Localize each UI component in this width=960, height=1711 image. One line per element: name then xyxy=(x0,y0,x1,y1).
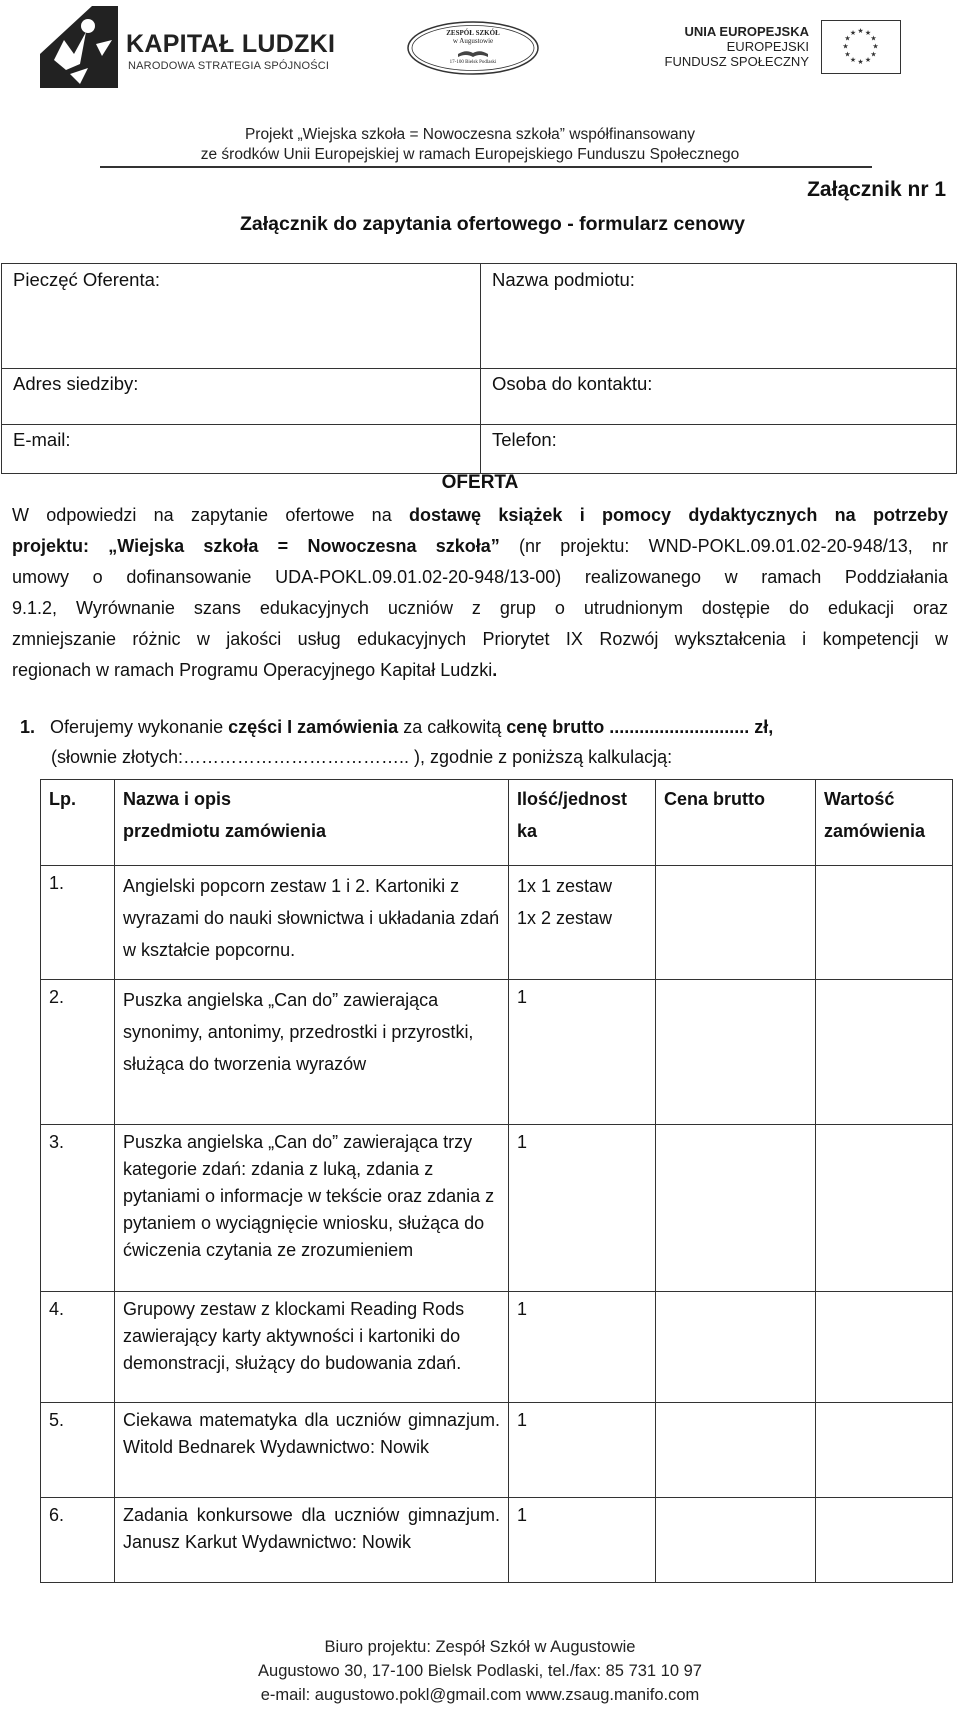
price-table xyxy=(40,779,953,1583)
header-divider xyxy=(100,166,872,168)
bidder-info-table xyxy=(1,263,957,474)
school-seal xyxy=(406,20,540,76)
svg-text:★: ★ xyxy=(872,42,879,51)
footer-line-2: Augustowo 30, 17-100 Bielsk Podlaski, tel./fax: 85 731 10 97 xyxy=(258,1662,702,1680)
eu-line-1: UNIA EUROPEJSKA xyxy=(684,24,809,39)
eu-logo xyxy=(664,20,901,80)
svg-text:★: ★ xyxy=(844,50,851,59)
table-header-row xyxy=(41,780,953,866)
kapital-ludzki-subtitle: NARODOWA STRATEGIA SPÓJNOŚCI xyxy=(128,60,330,72)
svg-text:★: ★ xyxy=(857,58,864,66)
header-qty: Ilość/jednost ka xyxy=(509,780,656,866)
eu-line-3: FUNDUSZ SPOŁECZNY xyxy=(664,54,809,69)
table-row: 1. Angielski popcorn zestaw 1 i 2. Kartoniki z wyrazami do nauki słownictwa i układania zdań w kształcie popcornu. 1x 1 zestaw 1x 2 zestaw xyxy=(41,866,953,980)
eu-flag-icon xyxy=(821,20,901,74)
seal-line-2: w Augustowie xyxy=(452,37,494,45)
svg-text:★: ★ xyxy=(849,29,857,37)
address-label: Adres siedziby: xyxy=(13,373,139,394)
table-row: 6. Zadania konkursowe dla uczniów gimnazjum. Janusz Karkut Wydawnictwo: Nowik 1 xyxy=(41,1498,953,1583)
seal-line-3: 17-100 Bielsk Podlaski xyxy=(449,60,497,65)
contact-person-label: Osoba do kontaktu: xyxy=(492,373,653,394)
footer-line-3: e-mail: augustowo.pokl@gmail.com www.zsaug.manifo.com xyxy=(260,1686,700,1704)
table-row: 4. Grupowy zestaw z klockami Reading Rods zawierający karty aktywności i kartoniki do demonstracji, służący do budowania zdań. 1 xyxy=(41,1292,953,1403)
kapital-ludzki-star-icon xyxy=(40,4,118,88)
email-label: E-mail: xyxy=(13,429,71,450)
header-name: Nazwa i opis przedmiotu zamówienia xyxy=(115,780,509,866)
footer-line-1: Biuro projektu: Zespół Szkół w Augustowie xyxy=(324,1638,636,1656)
kapital-ludzki-logo xyxy=(40,4,336,88)
annex-number: Załącznik nr 1 xyxy=(807,178,946,201)
document-title: Załącznik do zapytania ofertowego - formularz cenowy xyxy=(240,213,745,235)
offer-paragraph: W odpowiedzi na zapytanie ofertowe na dostawę książek i pomocy dydaktycznych na potrzeby projektu: „Wiejska szkoła = Nowoczesna szkoła” (nr projektu: WND-POKL.09.01.02-20-948/13, nr umowy o dofinansowanie UDA-POKL.09.01.02-20-948/13-00) realizowanego w ramach Poddziałania 9.1.2, Wyrównanie szans edukacyjnych uczniów z grup o utrudnionym dostępie do edukacji oraz zmniejszanie różnic w jakości usług edukacyjnych Priorytet IX Rozwój wykształcenia i kompetencji w regionach w ramach Programu Operacyjnego Kapitał Ludzki. xyxy=(12,505,948,680)
phone-label: Telefon: xyxy=(492,429,557,450)
header-value: Wartość zamówienia xyxy=(816,780,953,866)
eu-line-2: EUROPEJSKI xyxy=(726,39,809,54)
kapital-ludzki-title: KAPITAŁ LUDZKI xyxy=(126,30,336,58)
offer-item-1: 1. Oferujemy wykonanie części I zamówienia za całkowitą cenę brutto ............................ zł, (słownie złotych:……………………………….. ), zgodnie z poniższą kalkulacją: xyxy=(20,717,774,767)
svg-text:★: ★ xyxy=(844,34,851,43)
entity-name-label: Nazwa podmiotu: xyxy=(492,269,635,290)
header-price: Cena brutto xyxy=(656,780,816,866)
project-line-2: ze środków Unii Europejskiej w ramach Europejskiego Funduszu Społecznego xyxy=(200,146,740,163)
table-row: 3. Puszka angielska „Can do” zawierająca trzy kategorie zdań: zdania z luką, zdania z pytaniami o informacje w tekście oraz zdania z pytaniem o wyciągnięcie wniosku, służąca do ćwiczenia czytania ze zrozumieniem 1 xyxy=(41,1125,953,1292)
table-row: 5. Ciekawa matematyka dla uczniów gimnazjum. Witold Bednarek Wydawnictwo: Nowik 1 xyxy=(41,1403,953,1498)
header-lp: Lp. xyxy=(41,780,115,866)
svg-text:★: ★ xyxy=(864,29,872,37)
table-row: 2. Puszka angielska „Can do” zawierająca synonimy, antonimy, przedrostki i przyrostki, służąca do tworzenia wyrazów 1 xyxy=(41,980,953,1125)
svg-text:★: ★ xyxy=(870,50,877,59)
seal-line-1: ZESPÓŁ SZKÓŁ xyxy=(446,29,500,37)
svg-text:★: ★ xyxy=(842,42,849,51)
svg-text:★: ★ xyxy=(870,34,877,43)
project-line-1: Projekt „Wiejska szkoła = Nowoczesna szkoła” współfinansowany xyxy=(244,126,696,143)
stamp-label: Pieczęć Oferenta: xyxy=(13,269,161,290)
svg-text:★: ★ xyxy=(864,56,872,64)
svg-text:★: ★ xyxy=(849,56,857,64)
svg-text:★: ★ xyxy=(857,27,864,35)
offer-heading: OFERTA xyxy=(441,472,519,493)
item-1-number: 1. xyxy=(20,717,36,737)
